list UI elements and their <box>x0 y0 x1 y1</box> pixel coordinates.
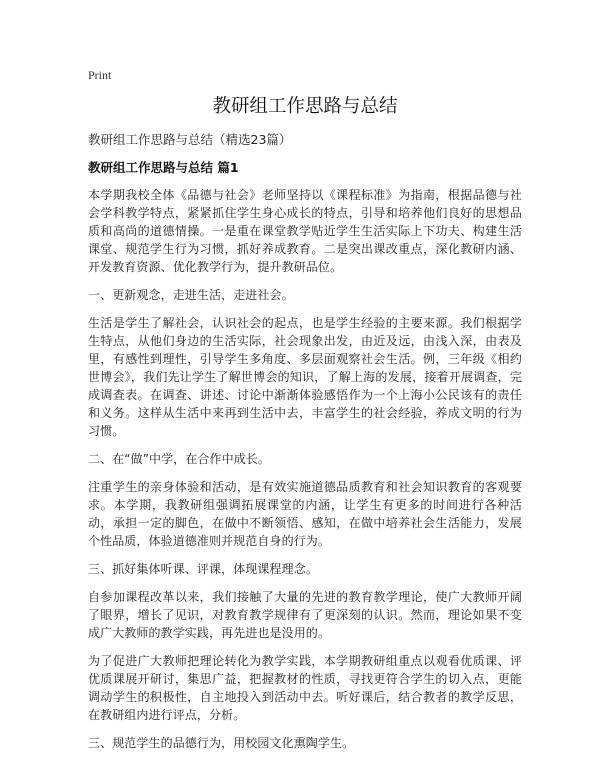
point-heading-3: 三、抓好集体听课、评课，体现课程理念。 <box>88 562 318 576</box>
paragraph-3a: 自参加课程改革以来，我们接触了大量的先进的教育教学理论，使广大教师开阔了眼界，增长了见识，对教育教学规律有了更深刻的认识。然而，理论如果不变成广大教师的教学实践，再先进也是没用的。 <box>88 590 522 640</box>
section-heading: 教研组工作思路与总结 篇1 <box>88 160 239 175</box>
paragraph-3b: 为了促进广大教师把理论转化为教学实践，本学期教研组重点以观看优质课、评优质课展开研讨，集思广益，把握教材的性质，寻找更符合学生的切入点，更能调动学生的积极性，自主地投入到活动中去。听好课后，结合教者的教学反思，在教研组内进行评点，分析。 <box>88 654 522 722</box>
point-heading-2: 二、在“做”中学，在合作中成长。 <box>88 452 271 466</box>
paragraph-intro: 本学期我校全体《品德与社会》老师坚持以《课程标准》为指南，根据品德与社会学科教学特点，紧紧抓住学生身心成长的特点，引导和培养他们良好的思想品质和高尚的道德情操。一是重在课堂教学贴近学生生活实际上下功夫、构建生活课堂、规范学生行为习惯，抓好养成教育。二是突出课改重点，深化教研内涵、开发教育资源、优化教学行为，提升教研品位。 <box>88 188 522 274</box>
point-heading-4: 三、规范学生的品德行为，用校园文化熏陶学生。 <box>88 736 355 750</box>
document <box>88 68 522 762</box>
paragraph-1: 生活是学生了解社会，认识社会的起点，也是学生经验的主要来源。我们根据学生特点，从他们身边的生活实际，社会现象出发，由近及远，由浅入深，由表及里，有感性到理性，引导学生多角度、多层面观察社会生活。例，三年级《相约世博会》，我们先让学生了解世博会的知识，了解上海的发展，接着开展调查，完成调查表。在调查、讲述、讨论中渐渐体验感悟作为一个上海小公民该有的责任和义务。这样从生活中来再到生活中去，丰富学生的社会经验，养成文明的行为习惯。 <box>88 316 522 438</box>
paragraph-2: 注重学生的亲身体验和活动，是有效实施道德品质教育和社会知识教育的客观要求。本学期，我教研组强调拓展课堂的内涵，让学生有更多的时间进行各种活动，承担一定的脚色，在做中不断领悟、感知，在做中培养社会生活能力，发展个性品质，体验道德准则并规范自身的行为。 <box>88 480 522 548</box>
page-title: 教研组工作思路与总结 <box>212 96 398 117</box>
point-heading-1: 一、更新观念，走进生活，走进社会。 <box>88 288 294 302</box>
subtitle: 教研组工作思路与总结（精选23篇） <box>88 132 292 147</box>
print-label[interactable]: Print <box>88 68 112 82</box>
